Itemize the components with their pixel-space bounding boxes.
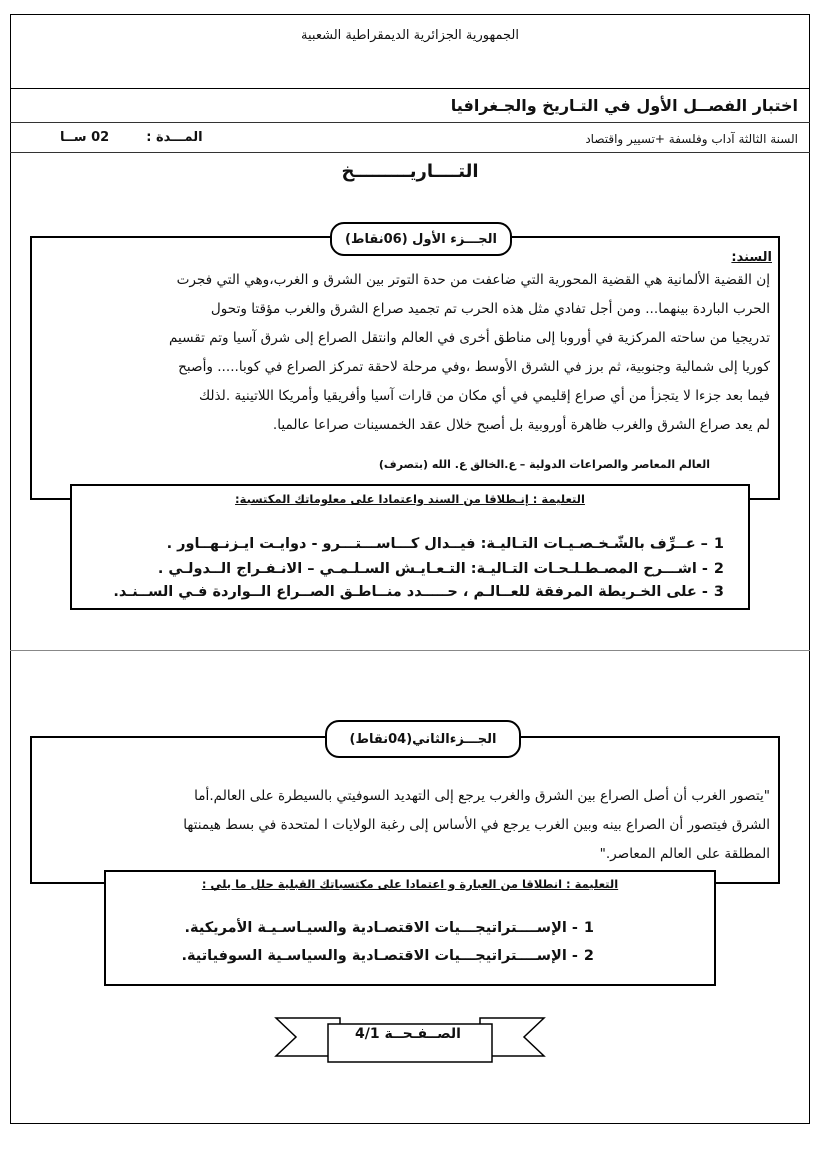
- text-line: فيما بعد جزءا لا يتجزأ من أي صراع إقليمي في أي مكان من قارات آسيا وأفريقيا وأمريكا اللاتينية .لذلك: [198, 388, 770, 404]
- text-line: "يتصور الغرب أن أصل الصراع بين الشرق والغرب يرجع إلى التهديد السوفيتي بالسيطرة على العالم.أما: [194, 788, 770, 804]
- class-line: السنة الثالثة آداب وفلسفة +تسيير واقتصاد: [585, 132, 798, 146]
- part2-statement-text: [52, 782, 770, 869]
- question-text: - الإســــتراتيجـــيات الاقتصـادية والسياسـية السوفياتية.: [181, 948, 578, 964]
- republic-header: الجمهورية الجزائرية الديمقراطية الشعبية: [301, 28, 519, 43]
- part-divider: [10, 650, 810, 651]
- question-2: [158, 561, 724, 577]
- text-line: لم يعد صراع الشرق والغرب ظاهرة أوروبية بل أصبح خلال عقد الخمسينات صراعا عالميا.: [272, 417, 770, 433]
- document-source: العالم المعاصر والصراعات الدولية – ع.الخالق ع. الله (بتصرف): [378, 458, 710, 471]
- text-line: تدريجيا من ساحته المركزية في أوروبا إلى مناطق أخرى في العالم وانتقل الصراع إلى شرق آسيا وتم تقسيم: [168, 330, 770, 346]
- question-text: – عــرِّف بالشّـخـصـيـات التـاليـة: فيــدال كـــاســـتـــرو - دوايـت ايـزنـهــاور .: [166, 536, 708, 552]
- duration-value: 02 ســا: [60, 130, 110, 145]
- sanad-label: السند:: [731, 250, 772, 265]
- part1-instruction: التعليمة : إنـطلاقا من السند واعتمادا على معلوماتك المكتسبة:: [235, 492, 585, 506]
- question-number: 1: [583, 920, 594, 936]
- class-divider: [10, 152, 810, 153]
- header-divider: [10, 88, 810, 89]
- question-1: [185, 920, 594, 936]
- part2-heading: الجـــزءالثاني(04نقاط): [325, 720, 521, 758]
- text-line: المطلقة على العالم المعاصر.": [599, 846, 770, 862]
- question-3: [113, 584, 724, 600]
- text-line: الشرق فيتصور أن الصراع بينه وبين الغرب يرجع في الأساس إلى رغبة الولايات ا لمتحدة في بسط هيمنتها: [183, 817, 770, 833]
- page-number: الصــفـحــة 4/1: [355, 1026, 461, 1042]
- question-number: 2: [713, 561, 724, 577]
- text-line: كوريا إلى شمالية وجنوبية، ثم برز في الشرق الأوسط ،وفي مرحلة لاحقة تمركز الصراع في كوبا..... وأصبح: [178, 359, 770, 375]
- question-text: - اشـــرح المصـطـلـحـات التـاليـة: التـعـايـش السـلـمـي – الانـفـراج الــدولـي .: [157, 561, 708, 577]
- text-line: الحرب الباردة بينهما... ومن أجل تفادي مثل هذه الحرب تم تجميد صراع الشرق والغرب مؤقتا وتحول: [210, 301, 770, 317]
- part2-instruction: التعليمة : انطلاقا من العبارة و اعتمادا على مكتسباتك القبلية حلل ما يلي :: [201, 877, 619, 891]
- exam-duration: [60, 130, 203, 145]
- question-2: [182, 948, 595, 964]
- section-title: التــــاريـــــــــخ: [341, 161, 479, 182]
- question-number: 2: [583, 948, 594, 964]
- duration-label: المـــدة :: [146, 130, 203, 145]
- question-text: - على الخـريطة المرفقة للعــالـم ، حـــــدد منــاطـق الصــراع الــواردة فـي الســنـد.: [113, 584, 708, 600]
- question-number: 1: [713, 536, 724, 552]
- part1-document-text: [52, 266, 770, 440]
- title-divider: [10, 122, 810, 123]
- part1-heading: الجـــزء الأول (06نقاط): [330, 222, 512, 256]
- question-number: 3: [713, 584, 724, 600]
- question-text: - الإســــتراتيجـــيات الاقتصـادية والسيـاسـيـة الأمريكية.: [184, 920, 578, 936]
- text-line: إن القضية الألمانية هي القضية المحورية التي ضاعفت من حدة التوتر بين الشرق و الغرب،وهي التي فجرت: [176, 272, 770, 288]
- exam-title: اختبار الفصــل الأول في التـاريخ والجـغرافيا: [450, 96, 798, 115]
- question-1: [167, 536, 724, 552]
